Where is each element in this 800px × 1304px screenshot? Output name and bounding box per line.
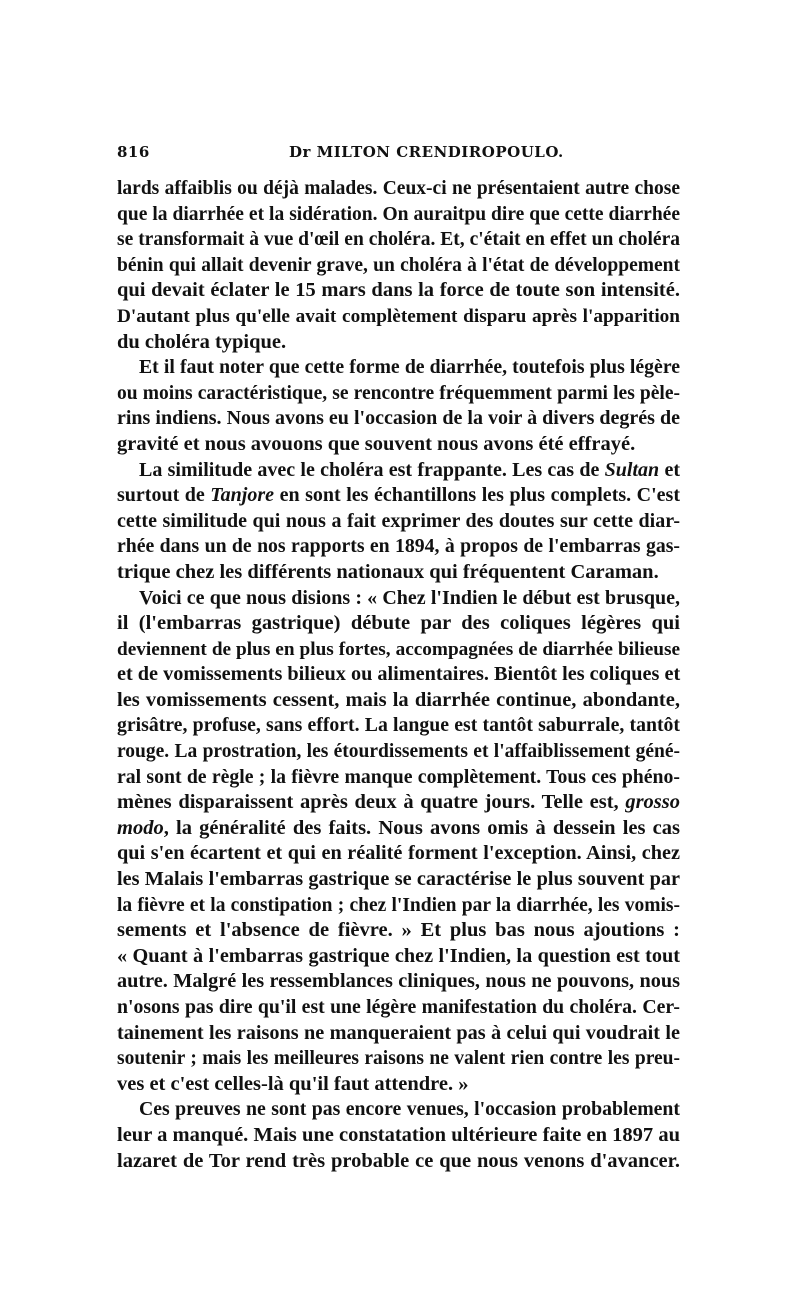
text-line — [117, 688, 680, 714]
text-line — [117, 227, 680, 253]
text-run: rins indiens. Nous avons eu l'occasion de la voir à divers degrés de — [117, 407, 680, 430]
text-line — [117, 867, 680, 893]
text-line — [117, 202, 680, 228]
italic-text: grosso — [625, 791, 680, 814]
text-run: qui s'en écartent et qui en réalité forment l'exception. Ainsi, chez — [117, 842, 680, 865]
text-run: soutenir ; mais les meilleures raisons ne valent rien contre les preu- — [117, 1048, 680, 1070]
text-line — [117, 304, 680, 330]
text-line — [117, 1123, 680, 1149]
text-run: ou moins caractéristique, se rencontre fréquemment parmi les pèle- — [117, 382, 680, 404]
text-run: rhée dans un de nos rapports en 1894, à propos de l'embarras gas- — [117, 535, 680, 558]
text-line — [117, 432, 680, 458]
text-line — [117, 509, 680, 535]
running-head: Dr MILTON CRENDIROPOULO. — [289, 143, 564, 161]
text-run: « Quant à l'embarras gastrique chez l'Indien, la question est tout — [117, 944, 680, 967]
text-run: surtout de — [117, 484, 211, 507]
text-run: bénin qui allait devenir grave, un choléra à l'état de développement — [117, 254, 680, 276]
text-line — [117, 1021, 680, 1047]
text-line — [117, 662, 680, 688]
text-line — [117, 1046, 680, 1072]
italic-text: Tanjore — [210, 484, 275, 507]
text-run: et de vomissements bilieux ou alimentaires. Bientôt les coliques et — [117, 663, 681, 686]
text-run: qui devait éclater le 15 mars dans la force de toute son intensité. — [117, 279, 680, 302]
page-number: 816 — [117, 143, 150, 161]
text-line — [117, 483, 680, 509]
text-line — [117, 458, 680, 484]
text-run: grisâtre, profuse, sans effort. La langue est tantôt saburrale, tantôt — [117, 714, 680, 737]
text-run: deviennent de plus en plus fortes, accompagnées de diarrhée bilieuse — [117, 638, 680, 660]
text-run: trique chez les différents nationaux qui fréquentent Caraman. — [117, 560, 659, 583]
text-run: gravité et nous avouons que souvent nous avons été effrayé. — [117, 432, 636, 455]
text-run: les vomissements cessent, mais la diarrhée continue, abondante, — [117, 688, 680, 711]
text-line — [117, 893, 680, 919]
text-line — [117, 1149, 680, 1175]
italic-text: Sultan — [604, 458, 660, 481]
text-line — [117, 381, 680, 407]
text-line — [117, 176, 680, 202]
text-run: D'autant plus qu'elle avait complètement disparu après l'apparition — [117, 305, 680, 327]
text-run: autre. Malgré les ressemblances cliniques, nous ne pouvons, nous — [117, 970, 680, 993]
text-line — [117, 765, 680, 791]
text-line — [117, 253, 680, 279]
text-line — [117, 278, 680, 304]
text-run: la fièvre et la constipation ; chez l'Indien par la diarrhée, les vomis- — [117, 894, 680, 916]
text-run: il (l'embarras gastrique) débute par des coliques légères qui — [117, 612, 680, 635]
text-line — [117, 330, 680, 356]
text-run: rouge. La prostration, les étourdissements et l'affaiblissement géné- — [117, 741, 680, 763]
text-run: en sont les échantillons les plus complets. C'est — [274, 484, 680, 507]
text-line — [117, 534, 680, 560]
italic-text: modo — [117, 816, 164, 839]
text-line — [117, 739, 680, 765]
text-run: se transformait à vue d'œil en choléra. Et, c'était en effet un choléra — [117, 229, 680, 251]
text-line — [117, 790, 680, 816]
text-run: tainement les raisons ne manqueraient pas à celui qui voudrait le — [117, 1021, 680, 1044]
text-line — [117, 1097, 680, 1123]
text-run: Voici ce que nous disions : « Chez l'Indien le début est brusque, — [139, 586, 680, 609]
text-run: les Malais l'embarras gastrique se caractérise le plus souvent par — [117, 868, 680, 891]
text-run: mènes disparaissent après deux à quatre jours. Telle est, — [117, 791, 626, 814]
text-line — [117, 944, 680, 970]
text-line — [117, 1072, 680, 1098]
text-run: que la diarrhée et la sidération. On auraitpu dire que cette diarrhée — [117, 203, 680, 225]
text-line — [117, 355, 680, 381]
text-run: Et il faut noter que cette forme de diarrhée, toutefois plus légère — [139, 356, 680, 379]
text-run: ves et c'est celles-là qu'il faut attendre. » — [117, 1072, 469, 1095]
page-header — [117, 143, 677, 169]
text-line — [117, 841, 680, 867]
text-line — [117, 611, 680, 637]
body-text — [117, 176, 680, 1174]
text-run: ral sont de règle ; la fièvre manque complètement. Tous ces phéno- — [117, 765, 680, 788]
text-run: lards affaiblis ou déjà malades. Ceux-ci ne présentaient autre chose — [117, 178, 680, 199]
text-line — [117, 560, 680, 586]
text-line — [117, 918, 680, 944]
text-line — [117, 713, 680, 739]
text-line — [117, 586, 680, 612]
text-line — [117, 995, 680, 1021]
text-run: lazaret de Tor rend très probable ce que nous venons d'avancer. — [117, 1149, 680, 1172]
text-run: sements et l'absence de fièvre. » Et plus bas nous ajoutions : — [117, 919, 680, 942]
text-run: La similitude avec le choléra est frappante. Les cas de — [139, 458, 605, 481]
text-run: , la généralité des faits. Nous avons omis à dessein les cas — [163, 816, 680, 839]
text-run: n'osons pas dire qu'il est une légère manifestation du choléra. Cer- — [117, 996, 680, 1018]
text-run: du choléra typique. — [117, 330, 287, 353]
text-line — [117, 406, 680, 432]
text-line — [117, 969, 680, 995]
text-run: et — [659, 458, 680, 481]
text-run: cette similitude qui nous a fait exprimer des doutes sur cette diar- — [117, 509, 680, 532]
text-run: Ces preuves ne sont pas encore venues, l'occasion probablement — [139, 1098, 680, 1121]
text-line — [117, 816, 680, 842]
text-line — [117, 637, 680, 663]
text-run: leur a manqué. Mais une constatation ultérieure faite en 1897 au — [117, 1123, 680, 1146]
